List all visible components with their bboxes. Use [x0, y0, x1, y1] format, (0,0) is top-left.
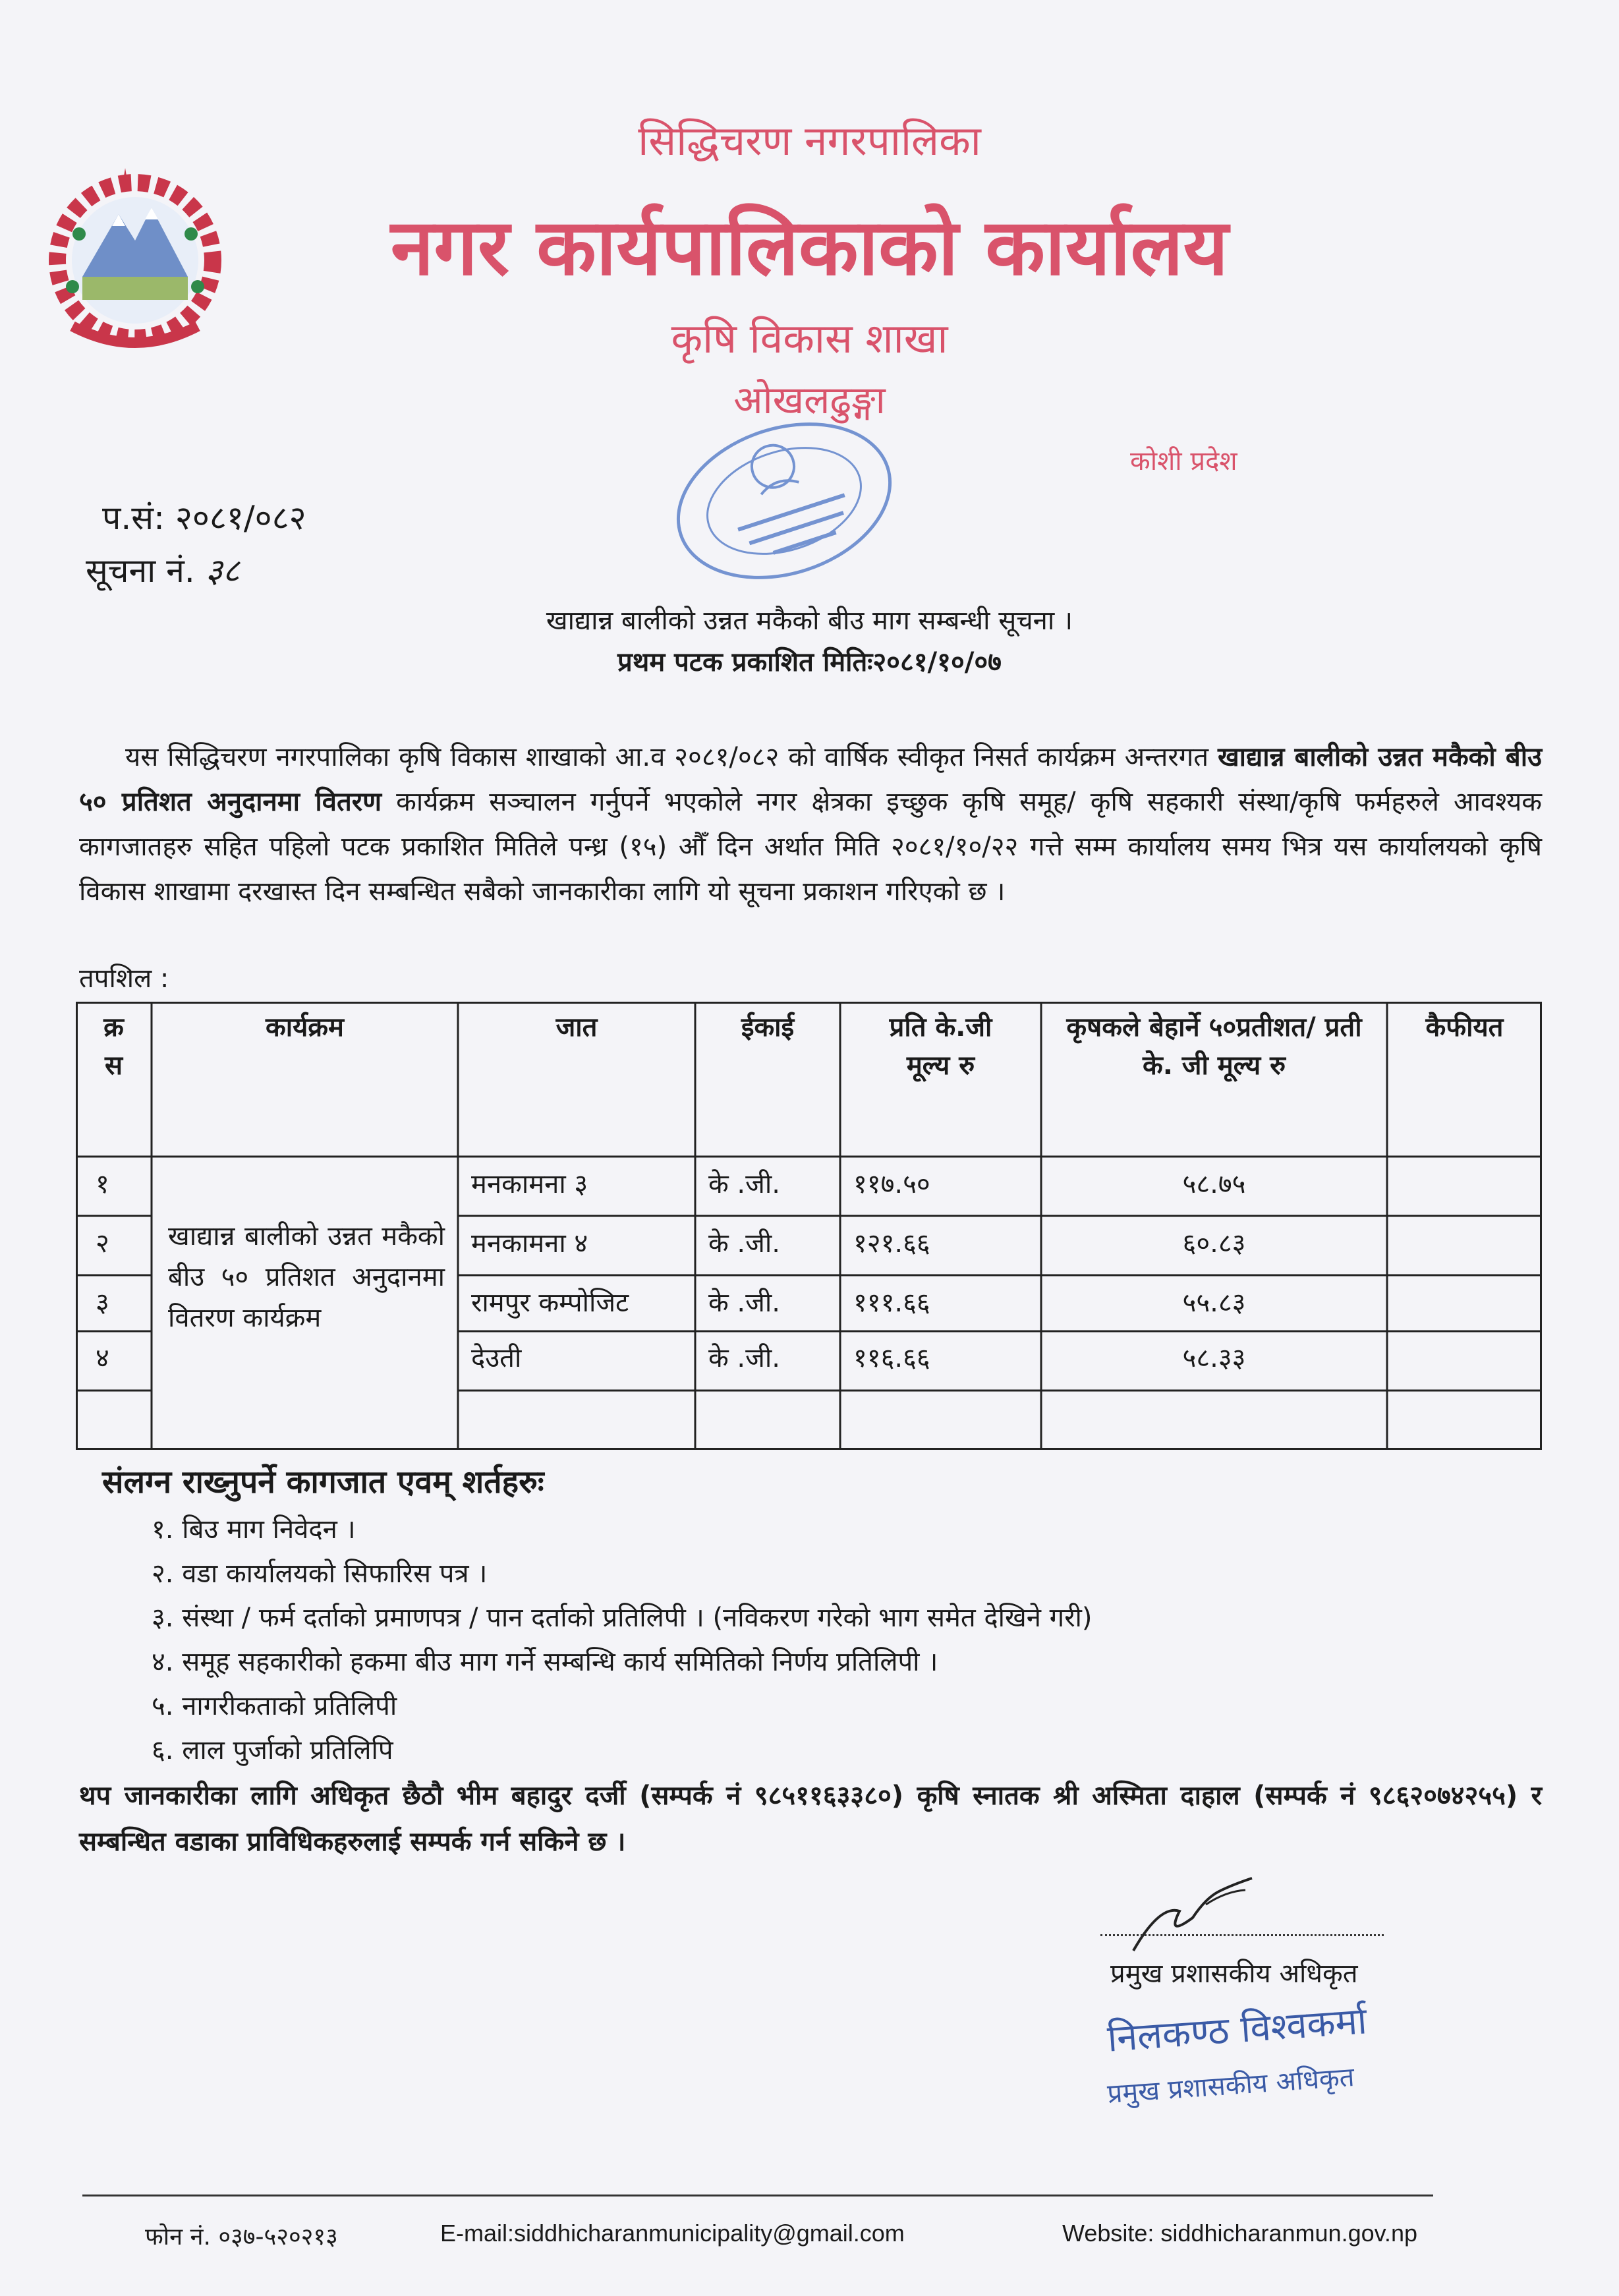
notice-number-label: सूचना नं. [86, 552, 195, 590]
row-sn: ४ [96, 1343, 109, 1373]
signatory-title: प्रमुख प्रशासकीय अधिकृत [1110, 1959, 1358, 1989]
row-farmer-price: ५५.८३ [1182, 1288, 1246, 1318]
office-seal-stamp [652, 415, 916, 587]
row-price: १११.६६ [853, 1288, 930, 1318]
row-farmer-price: ५८.३३ [1182, 1343, 1246, 1373]
published-date: प्रथम पटक प्रकाशित मितिः२०८१/१०/०७ [617, 647, 1002, 677]
list-item: १. बिउ माग निवेदन । [152, 1514, 356, 1545]
letter-reference-number: प.सं: २०८१/०८२ [102, 499, 306, 537]
footer-phone: फोन नं. ०३७-५२०२१३ [145, 2224, 338, 2251]
notice-body-program: खाद्यान्न बालीको उन्नत मकैको बीउ ५० प्रतिशत अनुदानमा वितरण [79, 742, 1542, 817]
header-farmer-price: कृषकले बेहार्ने ५०प्रतीशत/ प्रती के. जी मूल्य रु [1066, 1012, 1362, 1081]
municipality-name: सिद्धिचरण नगरपालिका [638, 117, 981, 165]
notice-number [86, 547, 240, 592]
row-price: ११७.५० [853, 1169, 930, 1199]
row-unit: के .जी. [708, 1228, 780, 1259]
attachments-title: संलग्न राख्नुपर्ने कागजात एवम् शर्तहरुः [102, 1464, 544, 1501]
row-unit: के .जी. [708, 1343, 780, 1373]
row-price: ११६.६६ [853, 1343, 930, 1373]
contact-info: थप जानकारीका लागि अधिकृत छैठौ भीम बहादुर दर्जी (सम्पर्क नं ९८५११६३३८०) कृषि स्नातक श्री अस्मिता दाहाल (सम्पर्क नं ९८६२०७४२५५) र सम्बन्धित वडाका प्राविधिकहरुलाई सम्पर्क गर्न सकिने छ । [79, 1781, 1542, 1857]
row-sn: २ [96, 1228, 109, 1259]
header-unit: ईकाई [741, 1012, 795, 1043]
header-program: कार्यक्रम [266, 1012, 344, 1043]
footer-divider [82, 2195, 1433, 2196]
row-sn: १ [96, 1169, 109, 1199]
notice-subject: खाद्यान्न बालीको उन्नत मकैको बीउ माग सम्बन्धी सूचना । [546, 606, 1073, 636]
row-unit: के .जी. [708, 1169, 780, 1199]
notice-body-part2: कार्यक्रम सञ्चालन गर्नुपर्ने भएकोले नगर क्षेत्रका इच्छुक कृषि समूह/ कृषि सहकारी संस्था/कृषि फर्महरुले आवश्यक कागजातहरु सहित पहिलो पटक प्रकाशित मितिले पन्ध्र (१५) औँ दिन अर्थात मिति २०८१/१०/२२ गत्ते सम्म कार्यालय समय भित्र यस कार्यालयको कृषि विकास शाखामा दरखास्त दिन सम्बन्धित सबैको जानकारीका लागि यो सूचना प्रकाशन गरिएको छ । [79, 787, 1543, 907]
row-variety: मनकामना ३ [471, 1169, 588, 1199]
stamp-name: निलकण्ठ विश्वकर्मा [1106, 1999, 1369, 2061]
row-sn: ३ [96, 1288, 109, 1318]
row-price: १२१.६६ [853, 1228, 930, 1259]
list-item: २. वडा कार्यालयको सिफारिस पत्र । [152, 1559, 488, 1589]
province-name: कोशी प्रदेश [1130, 446, 1237, 476]
handwritten-signature [1120, 1865, 1265, 1964]
footer-email: E-mail:siddhicharanmunicipality@gmail.com [440, 2220, 905, 2247]
list-item: ३. संस्था / फर्म दर्ताको प्रमाणपत्र / पान दर्ताको प्रतिलिपी । (नविकरण गरेको भाग समेत देखिने गरी) [152, 1603, 1093, 1633]
row-variety: रामपुर कम्पोजिट [471, 1288, 629, 1318]
list-item: ६. लाल पुर्जाको प्रतिलिपि [152, 1735, 393, 1765]
footer-website: Website: siddhicharanmun.gov.np [1062, 2220, 1417, 2247]
place-name: ओखलढुङ्गा [733, 378, 886, 422]
office-title: नगर कार्यपालिकाको कार्यालय [390, 202, 1229, 293]
header-remarks: कैफीयत [1425, 1012, 1504, 1043]
header-price: प्रति के.जी मूल्य रु [889, 1012, 992, 1081]
row-farmer-price: ६०.८३ [1182, 1228, 1246, 1259]
row-farmer-price: ५८.७५ [1182, 1169, 1246, 1199]
program-name: खाद्यान्न बालीको उन्नत मकैको बीउ ५० प्रतिशत अनुदानमा वितरण कार्यक्रम [168, 1221, 445, 1333]
row-variety: देउती [471, 1343, 522, 1373]
row-variety: मनकामना ४ [471, 1228, 588, 1259]
row-unit: के .जी. [708, 1288, 780, 1318]
seed-price-table [76, 1002, 1542, 1450]
attachments-list [152, 1508, 1093, 1773]
notice-number-value: ३८ [205, 552, 240, 590]
header-variety: जात [555, 1012, 598, 1043]
notice-body-part1: यस सिद्धिचरण नगरपालिका कृषि विकास शाखाको आ.व २०८१/०८२ को वार्षिक स्वीकृत निसर्त कार्यक्रम अन्तरगत [125, 742, 1218, 772]
list-item: ५. नागरीकताको प्रतिलिपी [152, 1691, 397, 1721]
header-sn: क्र स [103, 1012, 124, 1081]
details-label: तपशिल : [79, 963, 169, 994]
branch-name: कृषि विकास शाखा [671, 314, 948, 362]
stamp-title: प्रमुख प्रशासकीय अधिकृत [1106, 2061, 1355, 2110]
notice-body [79, 735, 1542, 914]
list-item: ४. समूह सहकारीको हकमा बीउ माग गर्ने सम्बन्धि कार्य समितिको निर्णय प्रतिलिपी । [152, 1647, 938, 1677]
signature-line [1100, 1934, 1384, 1936]
